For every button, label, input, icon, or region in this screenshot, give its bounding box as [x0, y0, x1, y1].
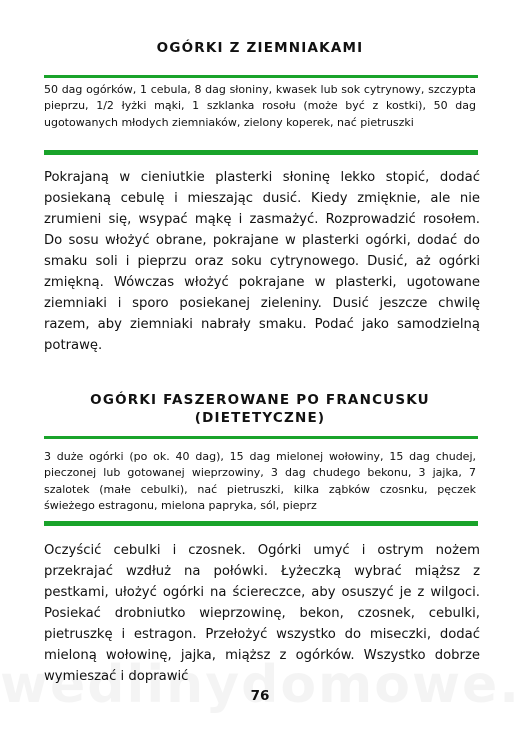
watermark	[0, 655, 520, 715]
recipe2-title: OGÓRKI FASZEROWANE PO FRANCUSKU	[90, 392, 430, 408]
recipe1-top-divider	[44, 75, 478, 78]
recipe2-bottom-divider	[44, 521, 478, 526]
recipe1-instructions-text: Pokrajaną w cieniutkie plasterki słoninę lekko stopić, dodać posiekaną cebulę i mieszając dusić. Kiedy zmięknie, ale nie zrumieni się, wsypać mąkę i zasmażyć. Rozprowadzić rosołem. Do sosu włożyć obrane, pokrajane w plasterki ogórki, dodać do smaku soli i pieprzu oraz soku cytrynowego. Dusić, aż ogórki zmiękną. Wówczas włożyć pokrajane w plasterki, ugotowane ziemniaki i sporo posiekanej zieleniny. Dusić jeszcze chwilę razem, aby ziemniaki nabrały smaku. Podać jako samodzielną potrawę.	[44, 170, 480, 353]
recipe2-top-divider	[44, 436, 478, 439]
recipe1-bottom-divider	[44, 150, 478, 155]
recipe2-ingredients: 3 duże ogórki (po ok. 40 dag), 15 dag mielonej wołowiny, 15 dag chudej, pieczonej lub gotowanej wieprzowiny, 3 dag chudego bekonu, 3 jajka, 7 szalotek (małe cebulki), nać pietruszki, kilka ząbków czosnku, pęczek świeżego estragonu, mielona papryka, sól, pieprz	[44, 450, 476, 512]
recipe1-instructions	[44, 167, 480, 356]
recipe2-subtitle: (DIETETYCZNE)	[194, 410, 326, 426]
recipe2-instructions-text: Oczyścić cebulki i czosnek. Ogórki umyć i ostrym nożem przekrajać wzdłuż na połówki. Łyżeczką wybrać miąższ z pestkami, ułożyć ogórki na ściereczce, aby osuszyć je z wilgoci. Posiekać drobniutko wieprzowinę, bekon, czosnek, cebulki, pietruszkę i estragon. Przełożyć wszystko do miseczki, dodać mieloną wołowinę, jajka, miąższ z ogórków. Wszystko dobrze wymieszać i doprawić	[44, 543, 480, 684]
recipe1-ingredients: 50 dag ogórków, 1 cebula, 8 dag słoniny, kwasek lub sok cytrynowy, szczypta pieprzu, 1/2 łyżki mąki, 1 szklanka rosołu (może być z kostki), 50 dag ugotowanych młodych ziemniaków, zielony koperek, nać pietruszki	[44, 83, 476, 129]
recipe1-title: OGÓRKI Z ZIEMNIAKAMI	[156, 40, 364, 56]
page-number: 76	[250, 688, 270, 704]
